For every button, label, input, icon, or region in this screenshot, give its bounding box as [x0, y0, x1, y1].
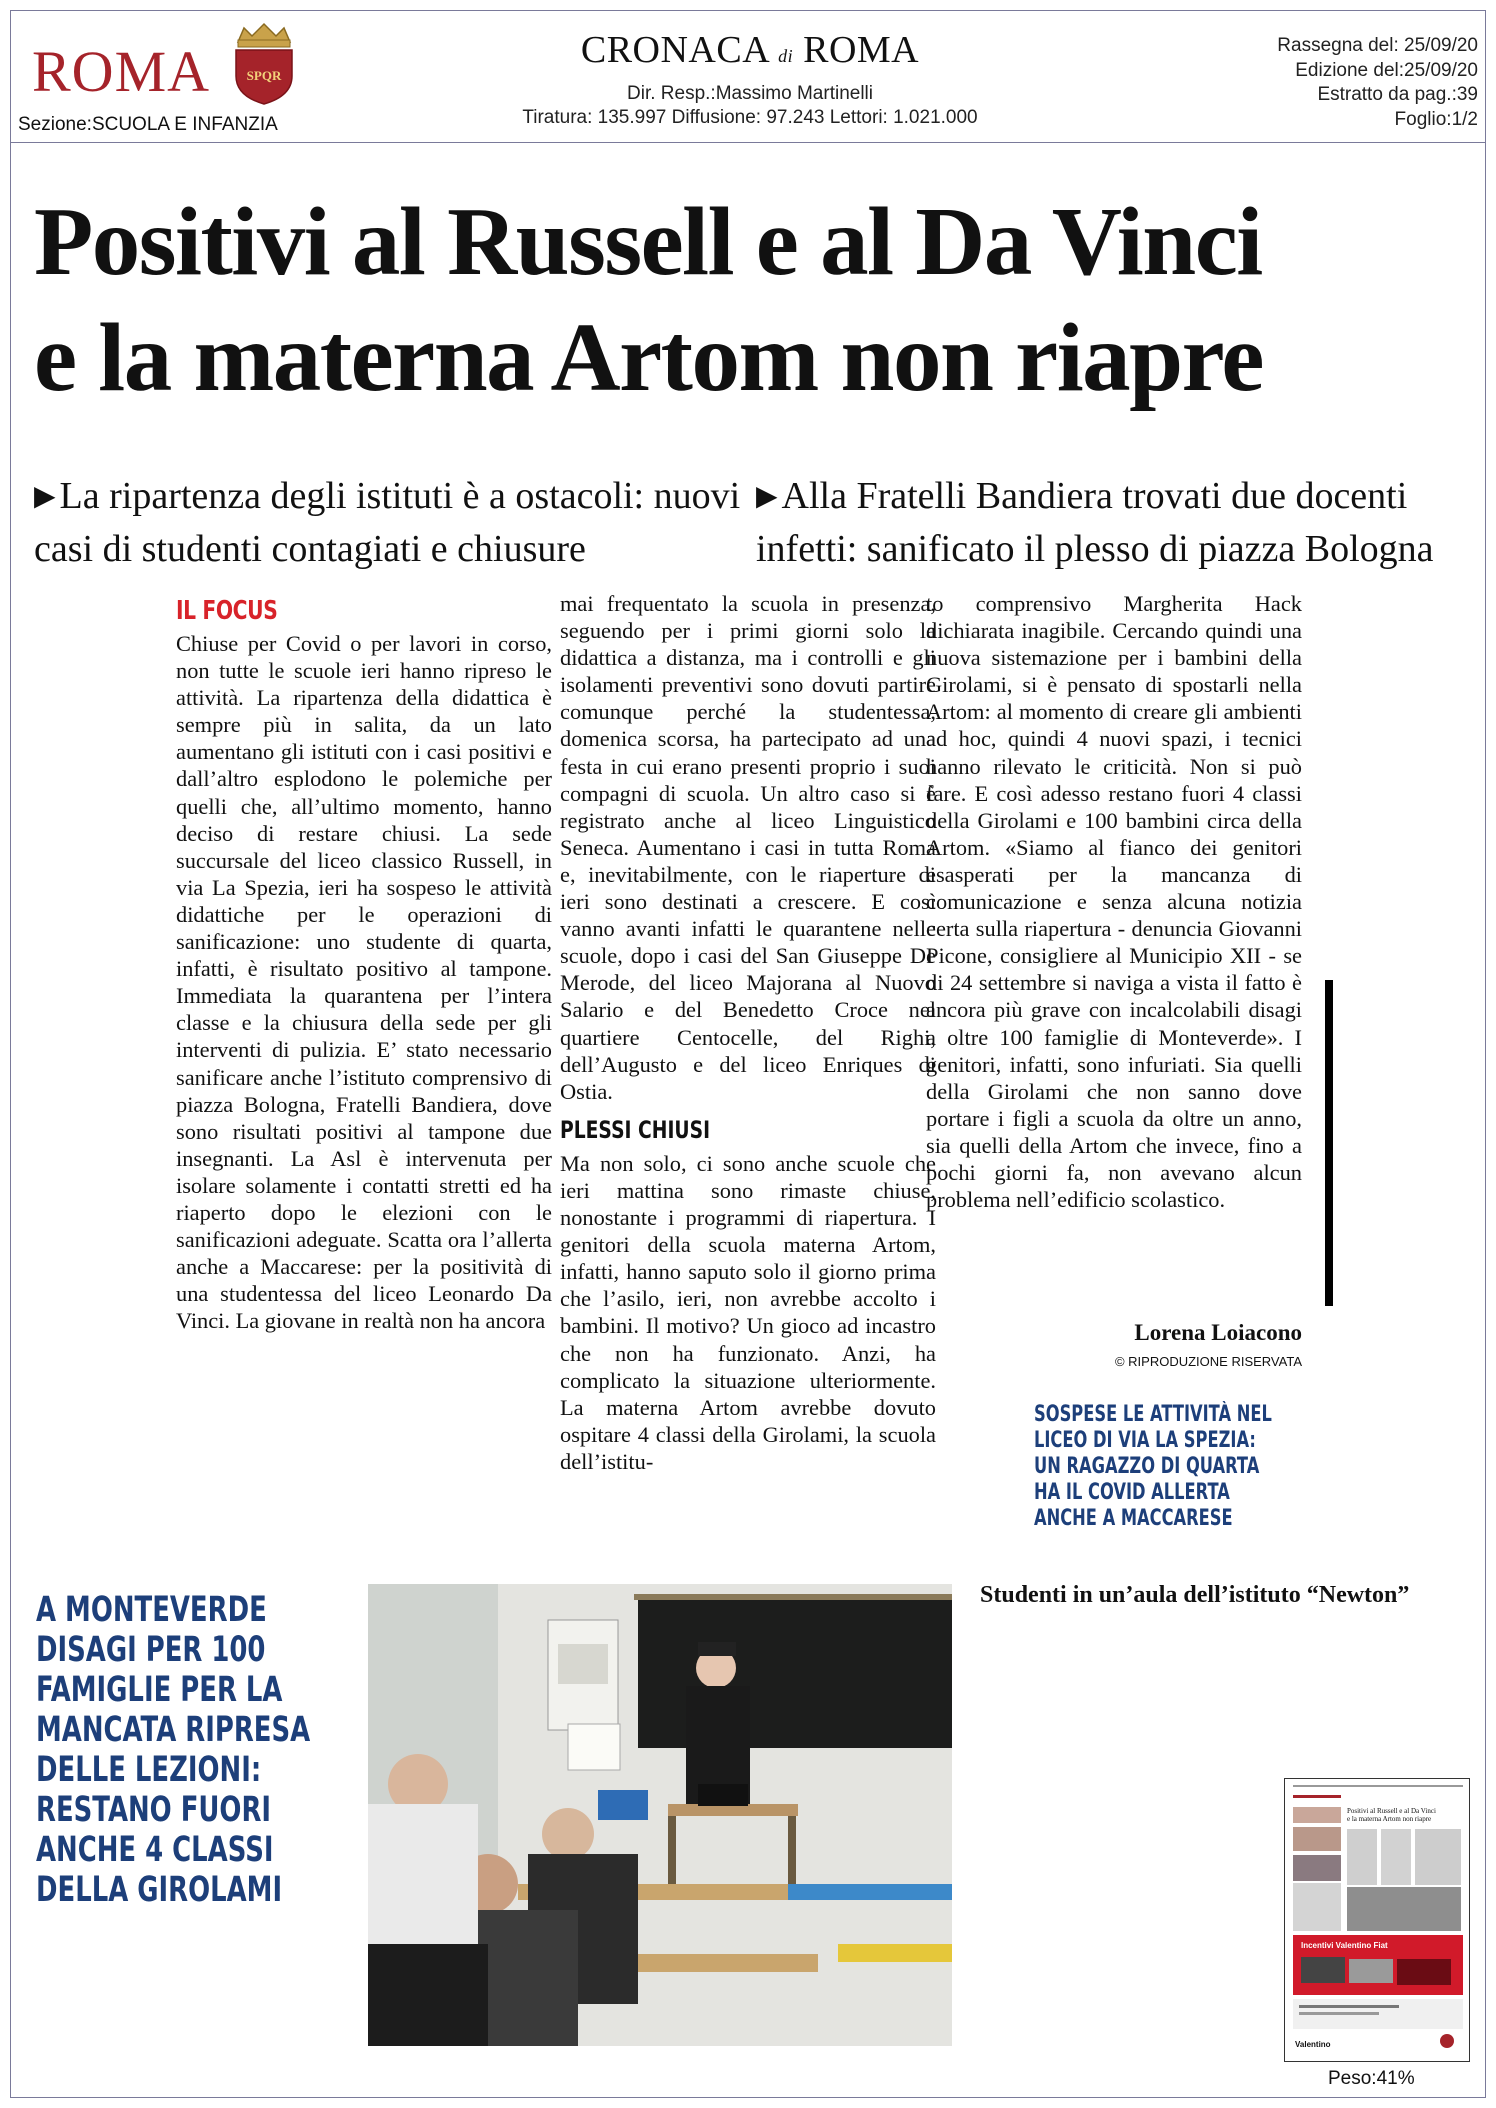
press-review-meta — [1277, 34, 1478, 132]
article-column-2 — [560, 590, 936, 1475]
edizione-date: Edizione del:25/09/20 — [1295, 59, 1478, 81]
roma-crest-icon — [228, 20, 300, 106]
article-paragraph: Ma non solo, ci sono anche scuole che ieri mattina sono rimaste chiuse, nonostante i programmi di riapertura. I genitori della scuola materna Artom, infatti, hanno saputo solo il giorno prima che l’asilo, ieri, non avrebbe accolto i bambini. Il motivo? Un gioco ad incastro che non ha funzionato. Anzi, ha complicato la situazione ulteriormente. La materna Artom avrebbe dovuto ospitare 4 classi della Girolami, la scuola dell’istitu- — [560, 1150, 936, 1474]
classroom-photo — [368, 1584, 952, 2046]
photo-caption: Studenti in un’aula dell’istituto “Newton” — [980, 1582, 1410, 1608]
article-paragraph: to comprensivo Margherita Hack dichiarata inagibile. Cercando quindi una nuova sistemazione per i bambini della Girolami, si è pensato di spostarli nella Artom: al momento di creare gli ambienti ad hoc, quindi 4 nuovi spazi, i tecnici hanno rilevato le criticità. Non si può fare. E così adesso restano fuori 4 classi della Girolami e 100 bambini circa della Artom. «Siamo al fianco dei genitori esasperati per la mancanza di comunicazione e senza alcuna notizia certa sulla riapertura - denuncia Giovanni Picone, consigliere al Municipio XII - se di 24 settembre si naviga a vista il fatto è ancora più grave con incalcolabili disagi a oltre 100 famiglie di Monteverde». I genitori, infatti, sono infuriati. Sia quelli della Girolami che non sanno dove portare i figli a scuola da oltre un anno, sia quelli della Artom che invece, fino a pochi giorni fa, non avevano alcun problema nell’edificio scolastico. — [926, 591, 1302, 1213]
masthead-title: CRONACA di ROMA — [581, 28, 919, 72]
subheadline-left: ▶ La ripartenza degli istituti è a ostacoli: nuovi casi di studenti contagiati e chiusure — [34, 475, 741, 570]
page-extract: Estratto da pag.:39 — [1317, 84, 1478, 105]
roma-logo-text: ROMA — [32, 39, 211, 104]
triangle-bullet-icon: ▶ — [34, 481, 56, 512]
weight-label: Peso:41% — [1328, 2068, 1415, 2089]
sheet-number: Foglio:1/2 — [1394, 108, 1478, 130]
highlight-bar — [1325, 980, 1333, 1306]
article-paragraph: Chiuse per Covid o per lavori in corso, non tutte le scuole ieri hanno ripreso le attività. La ripartenza della didattica è sempre più in salita, da un lato aumentano gli istituti con i casi positivi e dall’altro esplodono le polemiche per quelli che, all’ultimo momento, hanno deciso di restare chiusi. La sede succursale del liceo classico Russell, in via La Spezia, ieri ha sospeso le attività didattiche per le operazioni di sanificazione: uno studente di quarta, infatti, è risultato positivo al tampone. Immediata la quarantena per l’intera classe e la chiusura della sede per gli interventi di pulizia. E’ stato necessario sanificare anche l’istituto comprensivo di piazza Bologna, Fratelli Bandiera, dove sono risultati positivi al tampone due insegnanti. La Asl è intervenuta per isolare solamente i contatti stretti ed ha riaperto dopo le elezioni con le sanificazioni adeguate. Scatta ora l’allerta anche a Maccarese: per la positività di una studentessa del liceo Leonardo Da Vinci. La giovane in realtà non ha ancora — [176, 631, 552, 1334]
director-line: Dir. Resp.:Massimo Martinelli — [627, 83, 873, 104]
page-thumbnail — [1284, 1778, 1470, 2062]
headline: Positivi al Russell e al Da Vinci e la materna Artom non riapre — [34, 188, 1263, 411]
svg-text:SPQR: SPQR — [246, 68, 282, 83]
article-column-3 — [926, 590, 1302, 1213]
copyright-notice: © RIPRODUZIONE RISERVATA — [1114, 1354, 1302, 1369]
pull-quote-right: SOSPESE LE ATTIVITÀ NEL LICEO DI VIA LA SPEZIA: UN RAGAZZO DI QUARTA HA IL COVID ALLERTA ANCHE A MACCARESE — [1034, 1402, 1272, 1531]
section-label: Sezione:SCUOLA E INFANZIA — [18, 114, 278, 135]
masthead — [440, 28, 1060, 130]
section-subhead: PLESSI CHIUSI — [560, 1115, 711, 1144]
header-divider — [10, 142, 1486, 143]
kicker-label: IL FOCUS — [176, 596, 278, 626]
article-paragraph: mai frequentato la scuola in presenza, seguendo per i primi giorni solo la didattica a distanza, ma i controlli e gli isolamenti preventivi sono dovuti partire comunque perché la studentessa, domenica scorsa, ha partecipato ad una festa in cui erano presenti proprio i suoi compagni di scuola. Un altro caso si è registrato anche al liceo Linguistico Seneca. Aumentano i casi in tutta Roma e, inevitabilmente, con le riaperture di ieri sono destinati a crescere. E così vanno avanti infatti le quarantene nelle scuole, dopo i casi del San Giuseppe De Merode, del liceo Majorana al Nuovo Salario e del Benedetto Croce nel quartiere Centocelle, del Righi, dell’Augusto e del liceo Enriques di Ostia. — [560, 591, 936, 1104]
triangle-bullet-icon: ▶ — [756, 481, 778, 512]
author-byline: Lorena Loiacono — [1134, 1320, 1302, 1345]
thumb-headline: Positivi al Russell e al Da Vinci e la materna Artom non riapre — [1347, 1807, 1436, 1823]
subheadline-right: ▶ Alla Fratelli Bandiera trovati due docenti infetti: sanificato il plesso di piazza Bologna — [756, 475, 1434, 570]
thumb-ad-title: Incentivi Valentino Fiat — [1301, 1941, 1388, 1950]
thumbnail-preview — [1285, 1779, 1470, 2062]
rassegna-date: Rassegna del: 25/09/20 — [1277, 35, 1478, 56]
pull-quote-left: A MONTEVERDE DISAGI PER 100 FAMIGLIE PER LA MANCATA RIPRESA DELLE LEZIONI: RESTANO FUORI ANCHE 4 CLASSI DELLA GIROLAMI — [36, 1590, 311, 1910]
circulation-stats: Tiratura: 135.997 Diffusione: 97.243 Lettori: 1.021.000 — [522, 107, 978, 128]
article-column-1 — [176, 630, 552, 1334]
thumb-ad-brand: Valentino — [1295, 2040, 1331, 2049]
